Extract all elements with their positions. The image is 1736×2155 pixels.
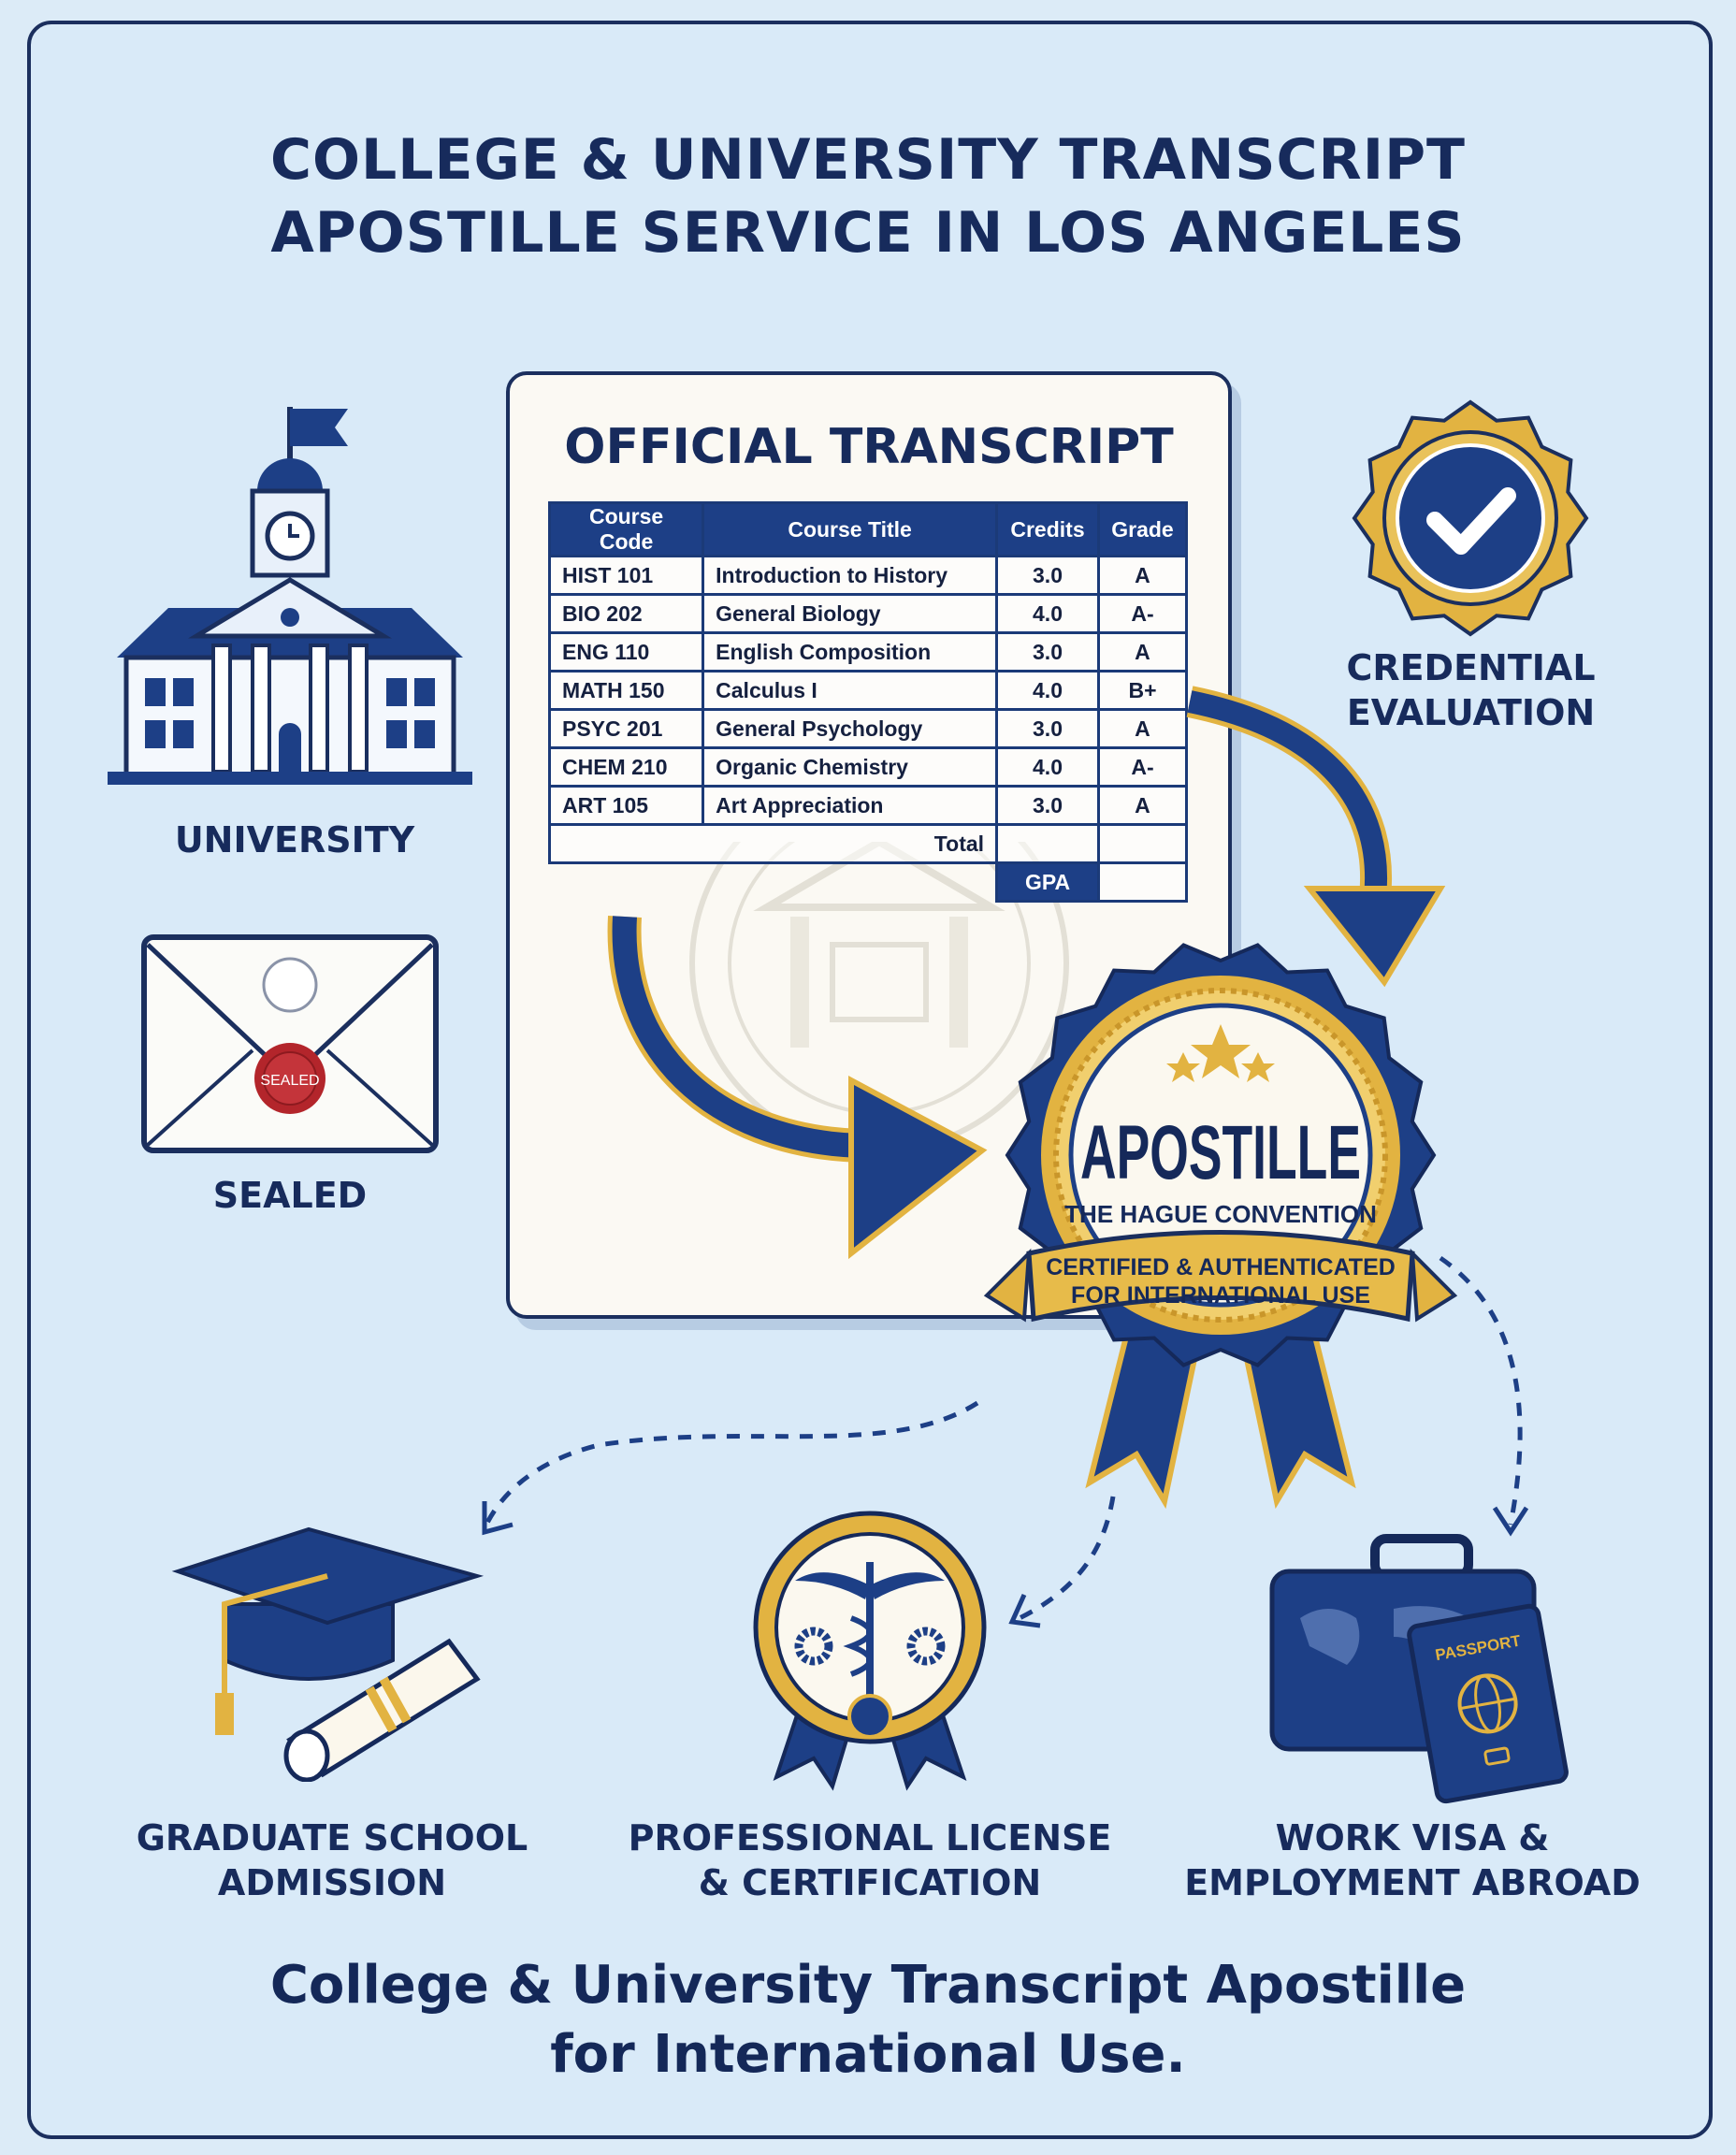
column-header: Credits (997, 503, 1099, 557)
transcript-title: OFFICIAL TRANSCRIPT (564, 419, 1174, 475)
use-line1: GRADUATE SCHOOL (136, 1817, 528, 1859)
course-code-cell: CHEM 210 (550, 748, 703, 787)
footer-line1: College & University Transcript Apostille (269, 1955, 1467, 2016)
ribbon-line1: CERTIFIED & AUTHENTICATED (1046, 1254, 1396, 1280)
credential-check-badge-icon (1351, 398, 1590, 638)
table-row (550, 595, 1187, 633)
total-row (550, 825, 1187, 863)
table-row (550, 557, 1187, 595)
credits-cell: 4.0 (997, 748, 1099, 787)
footer-line2: for International Use. (550, 2024, 1186, 2085)
sealed-envelope-icon (140, 933, 440, 1154)
use-line2: & CERTIFICATION (698, 1862, 1042, 1903)
course-title-cell: Calculus I (703, 672, 997, 710)
graduation-cap-icon (168, 1520, 505, 1782)
use-professional-license (617, 1815, 1122, 1905)
ribbon-line2: FOR INTERNATIONAL USE (1071, 1282, 1370, 1309)
course-title-cell: General Biology (703, 595, 997, 633)
grade-cell: A (1098, 787, 1186, 825)
page-title-line1: COLLEGE & UNIVERSITY TRANSCRIPT (270, 127, 1466, 193)
sealed-label: SEALED (212, 1175, 368, 1216)
course-code-cell: BIO 202 (550, 595, 703, 633)
table-row (550, 672, 1187, 710)
university-label: UNIVERSITY (174, 819, 415, 861)
course-title-cell: Organic Chemistry (703, 748, 997, 787)
course-code-cell: PSYC 201 (550, 710, 703, 748)
column-header: Grade (1098, 503, 1186, 557)
wax-seal-text: SEALED (260, 1073, 320, 1089)
credits-cell: 3.0 (997, 787, 1099, 825)
grade-cell: A (1098, 557, 1186, 595)
page-title-line2: APOSTILLE SERVICE IN LOS ANGELES (270, 200, 1466, 266)
gpa-label: GPA (997, 863, 1099, 902)
credits-cell: 4.0 (997, 595, 1099, 633)
credits-cell: 4.0 (997, 672, 1099, 710)
course-title-cell: Art Appreciation (703, 787, 997, 825)
transcript-table (548, 501, 1188, 903)
table-row (550, 787, 1187, 825)
grade-cell: A (1098, 633, 1186, 672)
column-header: Course Code (550, 503, 703, 557)
use-line1: PROFESSIONAL LICENSE (628, 1817, 1112, 1859)
grade-cell: B+ (1098, 672, 1186, 710)
apostille-title: APOSTILLE (1080, 1110, 1361, 1195)
grade-cell: A (1098, 710, 1186, 748)
grade-cell: A- (1098, 748, 1186, 787)
apostille-seal-icon (973, 935, 1468, 1515)
footer-tagline (0, 1951, 1736, 2090)
passport-icon (1408, 1605, 1568, 1802)
course-code-cell: ART 105 (550, 787, 703, 825)
passport-text: PASSPORT (1433, 1631, 1523, 1665)
credits-cell: 3.0 (997, 710, 1099, 748)
use-graduate-school (131, 1815, 533, 1905)
use-work-visa (1174, 1815, 1651, 1905)
course-title-cell: English Composition (703, 633, 997, 672)
credits-cell: 3.0 (997, 633, 1099, 672)
course-code-cell: ENG 110 (550, 633, 703, 672)
credential-line2: EVALUATION (1346, 692, 1596, 733)
course-code-cell: HIST 101 (550, 557, 703, 595)
apostille-subtitle: THE HAGUE CONVENTION (1064, 1200, 1377, 1228)
total-label: Total (550, 825, 997, 863)
credential-evaluation-label (1309, 645, 1632, 735)
credits-cell: 3.0 (997, 557, 1099, 595)
course-title-cell: General Psychology (703, 710, 997, 748)
credential-line1: CREDENTIAL (1346, 647, 1596, 688)
use-line2: ADMISSION (217, 1862, 447, 1903)
suitcase-passport-icon (1263, 1534, 1581, 1805)
table-row (550, 633, 1187, 672)
grade-cell: A- (1098, 595, 1186, 633)
column-header: Course Title (703, 503, 997, 557)
table-row (550, 748, 1187, 787)
use-line2: EMPLOYMENT ABROAD (1184, 1862, 1641, 1903)
course-title-cell: Introduction to History (703, 557, 997, 595)
professional-license-badge-icon (748, 1506, 991, 1796)
course-code-cell: MATH 150 (550, 672, 703, 710)
use-line1: WORK VISA & (1275, 1817, 1550, 1859)
university-building-icon (103, 398, 486, 809)
table-row (550, 710, 1187, 748)
gpa-row (550, 863, 1187, 902)
